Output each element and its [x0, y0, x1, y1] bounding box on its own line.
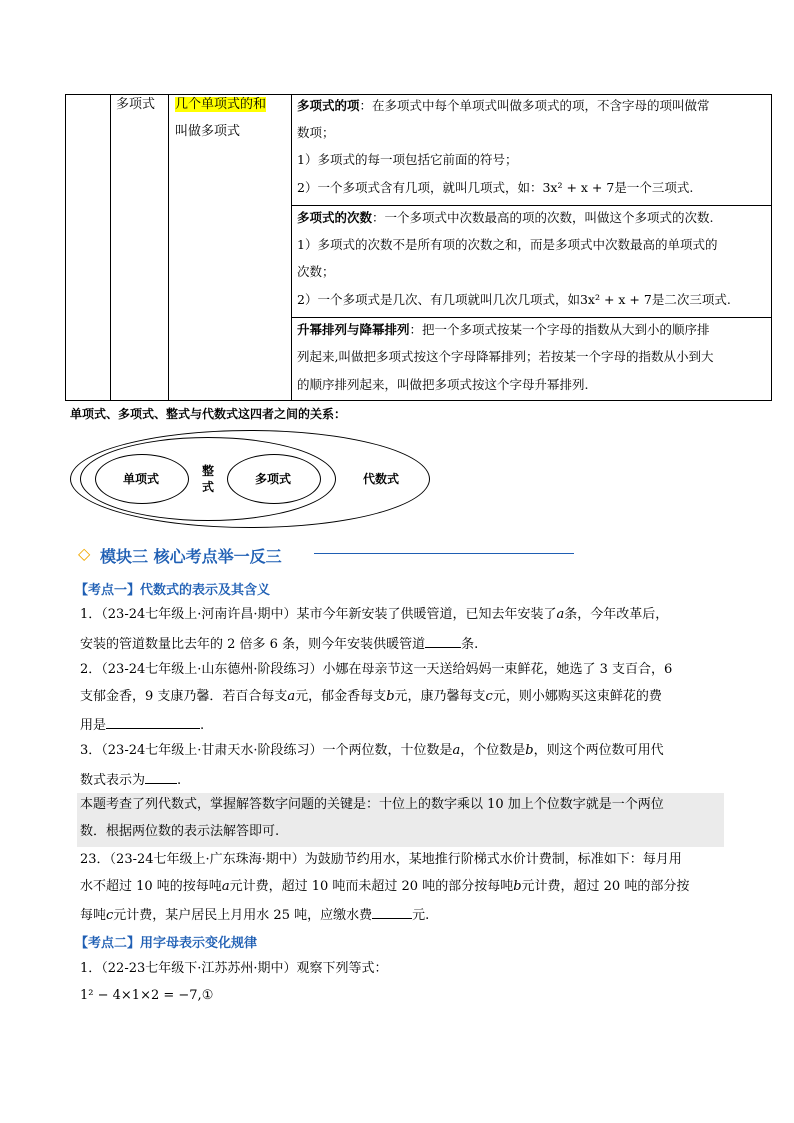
- kp1-q3-var-b: b: [525, 743, 534, 758]
- table-row-divider-2: [291, 317, 772, 318]
- label-algebraic: 代数式: [363, 472, 400, 486]
- kp1-q23-answer-blank[interactable]: [372, 905, 412, 919]
- table-right-border: [771, 94, 772, 401]
- kp1-q2-var-b: b: [386, 689, 395, 704]
- kp1-q1-l2-a: 安装的管道数量比去年的 2 倍多 6 条，则今年安装供暖管道: [80, 637, 426, 652]
- kp1-q1-l2-b: 条.: [461, 637, 479, 652]
- analysis-note-line2: 数．根据两位数的表示法解答即可.: [80, 824, 280, 839]
- module-title: 模块三 核心考点举一反三: [100, 547, 282, 566]
- sec2-line4: [297, 291, 731, 309]
- kp1-q23-l2-c: 元计费，超过 20 吨的部分按: [521, 879, 690, 894]
- analysis-note-line1: 本题考查了列代数式，掌握解答数字问题的关键是：十位上的数字乘以 10 加上个位数字就是一个两位: [80, 797, 664, 812]
- definition-line-1: [175, 96, 266, 114]
- kp1-q23-var-a: a: [221, 879, 230, 894]
- relation-title: 单项式、多项式、整式与代数式这四者之间的关系：: [70, 407, 347, 421]
- table-bottom-border: [65, 400, 772, 401]
- label-integral-1: 整: [202, 464, 215, 478]
- kp1-q3-l1-c: ，则这个两位数可用代: [533, 743, 664, 758]
- kp1-q2-var-a: a: [287, 689, 296, 704]
- kp1-q23-l3-b: 元计费，某户居民上月用水 25 吨，应缴水费: [113, 908, 373, 923]
- kp1-title: 【考点一】代数式的表示及其含义: [75, 583, 271, 598]
- kp1-q2-line3: [80, 715, 204, 735]
- kp1-q3-var-a: a: [452, 743, 461, 758]
- kp1-q23-l3-a: 每吨: [80, 908, 107, 923]
- sec2-line4-a: 2）一个多项式是几次、有几项就叫几次几项式，如: [297, 292, 580, 307]
- sec2-line4-b: 是二次三项式.: [651, 292, 731, 307]
- kp1-q1-line1: [80, 606, 668, 624]
- sec2-line1-rest: ：一个多项式中次数最高的项的次数，叫做这个多项式的次数.: [372, 210, 714, 225]
- table-col-divider-2: [168, 94, 169, 401]
- kp1-q3-l1-b: ，个位数是: [460, 743, 526, 758]
- kp1-q1-answer-blank[interactable]: [425, 634, 461, 648]
- kp1-q23-l3-c: 元.: [412, 908, 430, 923]
- kp1-q3-l2-a: 数式表示为: [80, 773, 146, 788]
- sec3-line2: 列起来,叫做把多项式按这个字母降幂排列；若按某一个字母的指数从小到大: [297, 349, 714, 364]
- table-top-border: [65, 94, 772, 95]
- kp1-q2-line2: [80, 688, 662, 706]
- table-col-divider-3: [291, 94, 292, 401]
- sec2-line2: 1）多项式的次数不是所有项的次数之和，而是多项式中次数最高的单项式的: [297, 237, 718, 252]
- module-title-rule: [314, 553, 574, 554]
- sec1-line1: [297, 97, 710, 115]
- label-monomial: 单项式: [123, 472, 160, 486]
- kp1-q23-var-c: c: [106, 908, 114, 923]
- kp1-q3-line1: [80, 742, 664, 760]
- kp1-q1-l1-b: 条，今年改革后，: [564, 607, 669, 622]
- kp1-q23-l2-b: 元计费，超过 10 吨而未超过 20 吨的部分按每吨: [229, 879, 514, 894]
- kp1-q2-l2-a: 支郁金香，9 支康乃馨．若百合每支: [80, 689, 288, 704]
- kp1-q2-l2-b: 元，郁金香每支: [295, 689, 387, 704]
- kp1-q3-line2: [80, 770, 181, 790]
- sec1-line4-a: 2）一个多项式含有几项，就叫几项式，如：: [297, 180, 543, 195]
- kp2-equation-1: 1² − 4×1×2 = −7,①: [80, 988, 214, 1003]
- sec3-line1-rest: ：把一个多项式按某一个字母的指数从大到小的顺序排: [409, 322, 710, 337]
- sec1-line4: [297, 179, 693, 197]
- kp1-q23-line2: [80, 878, 689, 896]
- sec3-title: 升幂排列与降幂排列: [297, 322, 410, 337]
- kp1-q3-l1-a: 3．（23-24七年级上·甘肃天水·阶段练习）一个两位数，十位数是: [80, 743, 453, 758]
- kp1-q23-line3: [80, 905, 429, 925]
- kp1-q1-var-a: a: [556, 607, 565, 622]
- kp1-q2-answer-blank[interactable]: [106, 715, 200, 729]
- kp1-q3-l2-b: .: [177, 773, 182, 788]
- kp1-q2-l2-c: 元，康乃馨每支: [394, 689, 486, 704]
- sec1-line3: 1）多项式的每一项包括它前面的符号；: [297, 152, 518, 167]
- sec2-title: 多项式的次数: [297, 210, 373, 225]
- kp1-q23-l2-a: 水不超过 10 吨的按每吨: [80, 879, 222, 894]
- table-col-divider-1: [110, 94, 111, 401]
- definition-line-2: 叫做多项式: [175, 124, 241, 139]
- definition-highlight: 几个单项式的和: [175, 97, 267, 112]
- table-row-divider-1: [291, 205, 772, 206]
- kp1-q2-line1: 2．（23-24七年级上·山东德州·阶段练习）小娜在母亲节这一天送给妈妈一束鲜花，她选了 3 支百合，6: [80, 662, 673, 677]
- sec1-line1-rest: ：在多项式中每个单项式叫做多项式的项，不含字母的项叫做常: [359, 98, 710, 113]
- sec1-formula: 3x² + x + 7: [542, 180, 615, 195]
- sec1-line4-b: 是一个三项式.: [614, 180, 694, 195]
- table-left-border: [65, 94, 66, 401]
- sec2-line1: [297, 209, 714, 227]
- kp2-title: 【考点二】用字母表示变化规律: [75, 936, 258, 951]
- kp1-q23-var-b: b: [513, 879, 522, 894]
- sec1-line2: 数项；: [297, 125, 335, 140]
- term-polynomial: 多项式: [116, 97, 156, 112]
- label-integral-2: 式: [202, 480, 215, 494]
- kp1-q3-answer-blank[interactable]: [145, 770, 177, 784]
- kp1-q2-var-c: c: [485, 689, 493, 704]
- sec2-line3: 次数；: [297, 264, 335, 279]
- label-polynomial: 多项式: [255, 472, 292, 486]
- kp1-q2-l3-a: 用是: [80, 718, 107, 733]
- kp1-q1-l1-a: 1．（23-24七年级上·河南许昌·期中）某市今年新安装了供暖管道，已知去年安装了: [80, 607, 557, 622]
- kp1-q1-line2: [80, 634, 478, 654]
- module-icon: ◇: [78, 544, 91, 563]
- kp1-q23-line1: 23．（23-24七年级上·广东珠海·期中）为鼓励节约用水，某地推行阶梯式水价计费制，标准如下：每月用: [80, 852, 682, 867]
- kp1-q2-l2-d: 元，则小娜购买这束鲜花的费: [492, 689, 662, 704]
- kp1-q2-l3-b: .: [200, 718, 205, 733]
- sec3-line3: 的顺序排列起来，叫做把多项式按这个字母升幂排列.: [297, 377, 589, 392]
- sec1-title: 多项式的项: [297, 98, 360, 113]
- sec3-line1: [297, 321, 710, 339]
- sec2-formula: 3x² + x + 7: [579, 292, 652, 307]
- kp2-q1-line: 1．（22-23七年级下·江苏苏州·期中）观察下列等式：: [80, 961, 388, 976]
